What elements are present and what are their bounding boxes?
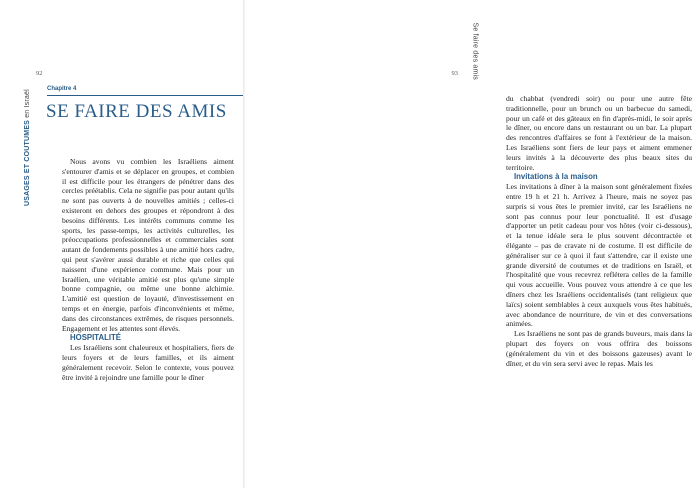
page-number-right: 93 [451, 70, 458, 77]
right-paragraph-3: Les Israéliens ne sont pas de grands buveurs, mais dans la plupart des foyers on vous offrira des boissons (généralement du vin et des boissons gazeuses) avant le dîner, et du vin sera servi avec le repas. Mais les [506, 329, 692, 368]
chapter-title: SE FAIRE DES AMIS [46, 101, 227, 122]
right-paragraph-2: Les invitations à dîner à la maison sont généralement fixées entre 19 h et 21 h. Arrivez à l'heure, mais ne soyez pas surpris si vous êtes le premier invité, car les Israéliens ne sont pas connus pour leur ponctualité. Il est d'usage d'apporter un petit cadeau pour vos hôtes (voir ci-dessous), et la tenue idéale sera le plus souvent décontractée et élégante – pas de cravate ni de costume. Il est difficile de généraliser sur ce à quoi il faut s'attendre, car il existe une grande diversité de coutumes et de traditions en Israël, et l'hospitalité que vous recevrez reflétera celles de la famille qui vous accueille. Vous pouvez vous attendre à ce que les dîners chez les Israéliens occidentalisés (tant religieux que laïcs) soient semblables à ceux auxquels vous êtes habitués, avec abondance de nourriture, de vin et des conversations animées. [506, 182, 692, 329]
running-head-left [24, 89, 31, 206]
left-paragraph-2: Les Israéliens sont chaleureux et hospitaliers, fiers de leurs foyers et de leurs familles, et ils aiment généralement recevoir. Selon le contexte, vous pouvez être invité à rejoindre une famille pour le dîner [62, 343, 234, 382]
left-page [0, 0, 244, 488]
left-paragraph-1: Nous avons vu combien les Israéliens aiment s'entourer d'amis et se déplacer en groupes, et combien il est difficile pour les étrangers de pénétrer dans des cercles préétablis. Cela ne signifie pas pour autant qu'ils ne sont pas ouverts à de nouvelles amitiés ; celles-ci existeront en dehors des groupes et répondront à des besoins différents. Les intérêts communs comme les sports, les passe-temps, les activités culturelles, les préoccupations professionnelles et commerciales sont autant de fondements possibles à une amitié hors cadre, qui peut s'avérer aussi durable et riche que celles qui naissent d'une expérience commune. Mais pour un Israélien, une véritable amitié est plus qu'une simple bonne compagnie, ou même une bonne alchimie. L'amitié est question de loyauté, d'investissement en temps et en énergie, parfois d'inconvénients et même, dans des circonstances extrêmes, de risques personnels. Engagement et les attentes sont élevés. [62, 157, 234, 333]
section-heading-invitations: Invitations à la maison [514, 172, 598, 182]
right-text-column [506, 94, 692, 368]
chapter-label: Chapitre 4 [47, 86, 77, 92]
running-head-left-thin: en Israël [24, 89, 31, 120]
right-paragraph-1: du chabbat (vendredi soir) ou pour une autre fête traditionnelle, pour un brunch ou un barbecue du samedi, pour un café et des gâteaux en fin d'après-midi, le soir après le dîner, ou encore dans un restaurant ou un bar. La plupart des rencontres d'affaires se font à l'extérieur de la maison. Les Israéliens sont fiers de leur pays et aiment emmener leurs invités à la découverte des plus beaux sites du territoire. [506, 94, 692, 172]
running-head-right: Se faire des amis [471, 22, 478, 80]
running-head-left-bold: USAGES ET COUTUMES [24, 119, 31, 206]
chapter-rule [47, 95, 243, 96]
right-page [244, 0, 692, 488]
section-heading-hospitalite: HOSPITALITÉ [70, 333, 121, 343]
left-text-column [62, 157, 234, 382]
page-number-left: 92 [36, 70, 43, 77]
